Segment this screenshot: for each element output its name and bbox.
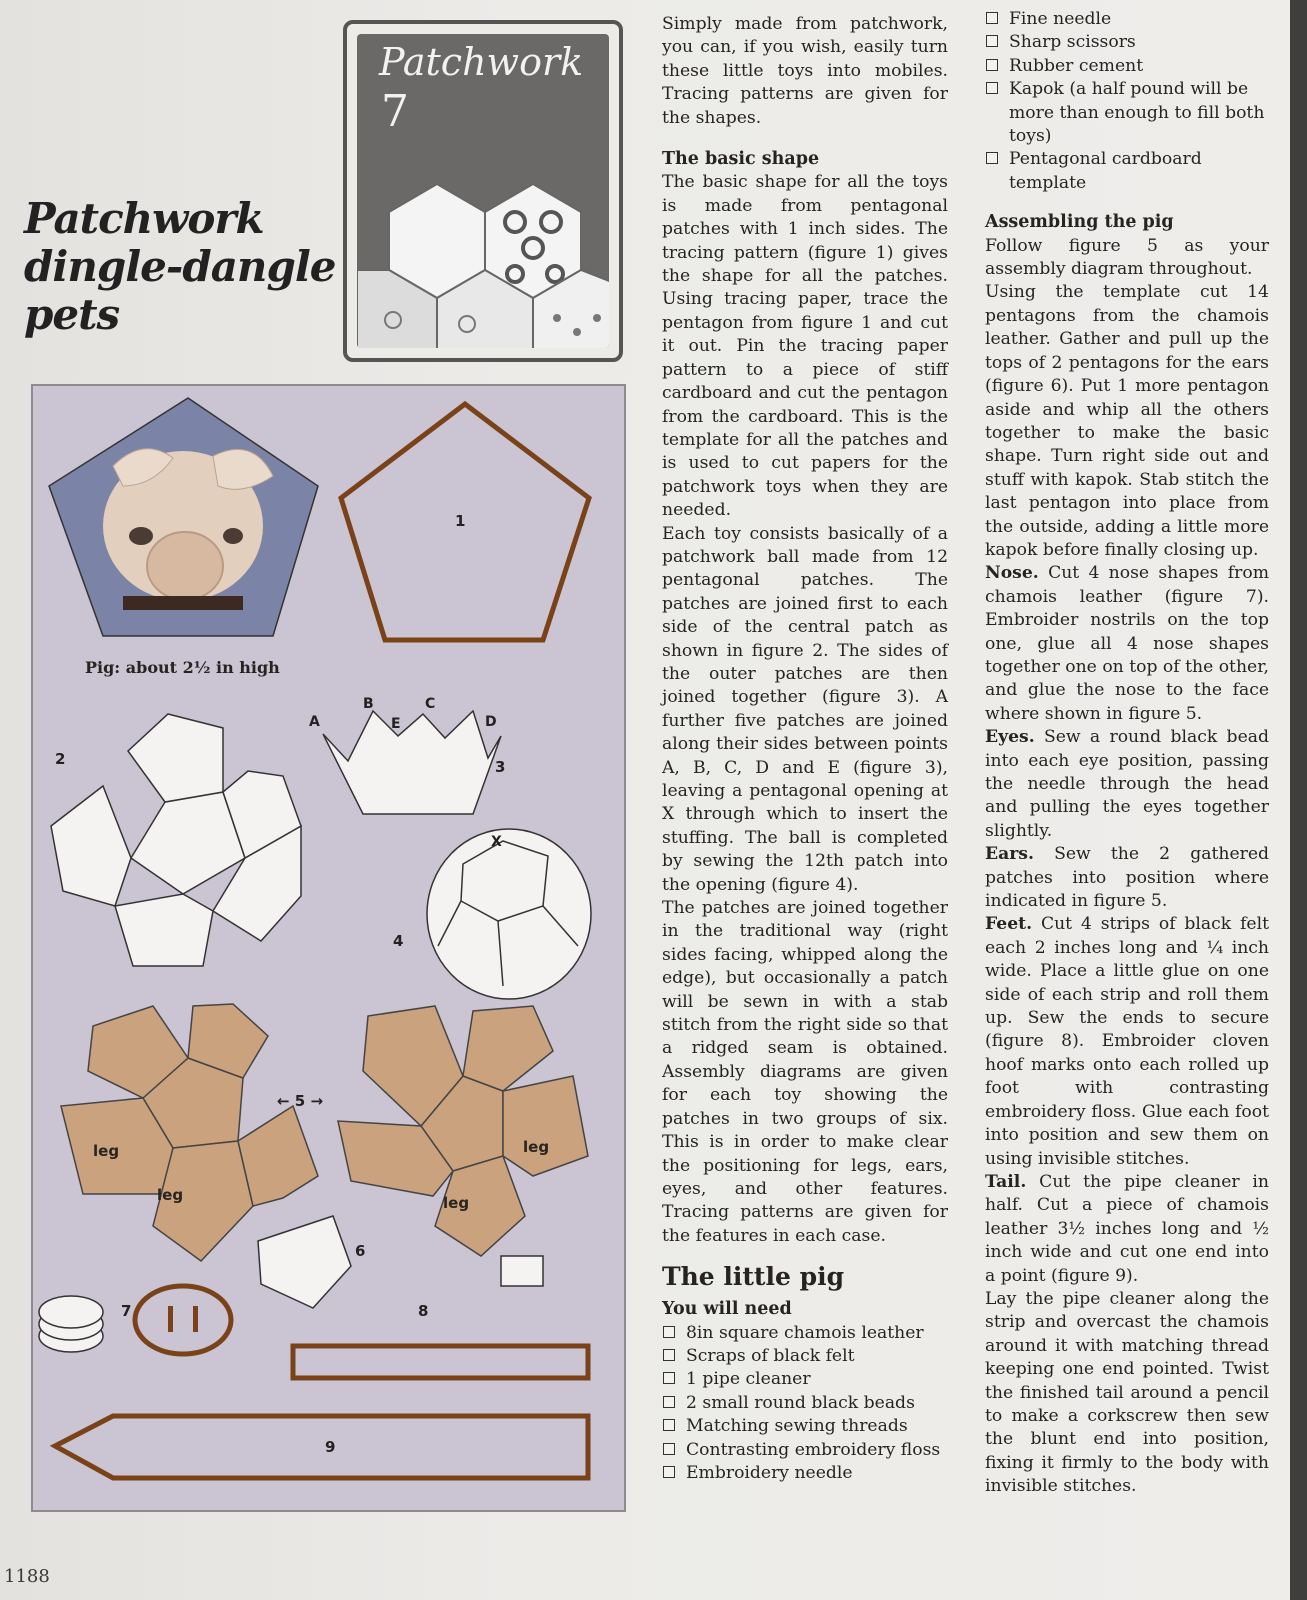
final-paragraph: Lay the pipe cleaner along the strip and overcast the chamois around it with matching thread keeping one end pointed. Twist the finished tail around a pencil to make a corkscrew then sew the blunt end into position, fixing it firmly to the body with invisible stitches. [985,1288,1269,1497]
figure-number-4: 4 [393,932,404,950]
heading-assembling: Assembling the pig [985,212,1174,233]
point-c: C [425,696,436,712]
title-line-3: pets [24,290,120,339]
heading-you-will-need: You will need [662,1299,792,1320]
checkbox[interactable] [986,12,998,24]
figure-number-9: 9 [325,1438,336,1456]
checkbox[interactable] [986,35,998,47]
needs-list-1 [662,1322,948,1486]
eyes-paragraph: Eyes. Sew a round black bead into each eye position, passing the needle through the head and pulling the eyes together slightly. [985,727,1269,841]
page-edge-shadow [1290,0,1307,1600]
patchwork-badge [343,20,623,362]
checkbox[interactable] [663,1419,675,1431]
figure-number-6: 6 [355,1242,366,1260]
text-column-1 [662,13,948,1485]
figure-5-right [338,1006,588,1256]
figure-4-ball [427,829,591,999]
figure-2-net [51,714,301,966]
tail-paragraph: Tail. Cut the pipe cleaner in half. Cut a piece of chamois leather 3½ inches long and ½ inch wide and cut one end into a point (figure 9). [985,1171,1270,1286]
checkbox[interactable] [663,1349,675,1361]
point-b: B [363,696,374,712]
checkbox[interactable] [986,59,998,71]
list-item: 8in square chamois leather [662,1322,948,1345]
heading-basic-shape: The basic shape [662,149,820,170]
figure-8-roll [501,1256,543,1286]
badge-title: Patchwork [379,40,584,84]
leg-label: leg [443,1194,470,1212]
checkbox[interactable] [663,1372,675,1384]
pattern-diagrams [33,386,628,1514]
nose-paragraph: Nose. Cut 4 nose shapes from chamois leather (figure 7). Embroider nostrils on the top one, glue all 4 nose shapes together one on top of the other, and glue the nose to the face where shown in figure 5. [985,563,1269,724]
assembling-paragraph-1: Follow figure 5 as your assembly diagram throughout. [985,235,1269,280]
list-item: Sharp scissors [985,31,1269,54]
checkbox[interactable] [663,1326,675,1338]
feet-paragraph: Feet. Cut 4 strips of black felt each 2 inches long and ¼ inch wide. Place a little glue on one side of each strip and roll them up. Sew the ends to secure (figure 8). Embroider cloven hoof marks onto each rolled up foot with contrasting embroidery floss. Glue each foot into position and sew them on using invisible stitches. [985,914,1270,1169]
list-item: Contrasting embroidery floss [662,1439,948,1462]
leg-label: leg [93,1142,120,1160]
list-item: 2 small round black beads [662,1392,948,1415]
basic-shape-paragraph-1: The basic shape for all the toys is made from pentagonal patches with 1 inch sides. The tracing pattern (figure 1) gives the shape for all the patches. Using tracing paper, trace the pentagon from figure 1 and cut it out. Pin the tracing paper pattern to a piece of stiff cardboard and cut the pentagon from the cardboard. This is the template for all the patches and is used to cut papers for the patchwork toys when they are needed. [662,172,948,521]
checkbox[interactable] [663,1396,675,1408]
photo-caption: Pig: about 2½ in high [85,658,280,677]
list-item: Rubber cement [985,55,1269,78]
title-line-2: dingle-dangle [24,242,336,291]
badge-panel [357,34,609,348]
point-e: E [391,716,401,732]
list-item: Scraps of black felt [662,1345,948,1368]
list-item: Pentagonal cardboard template [985,148,1269,195]
list-item: Kapok (a half pound will be more than enough to fill both toys) [985,78,1269,148]
heading-little-pig: The little pig [662,1262,845,1292]
intro-paragraph: Simply made from patchwork, you can, if you wish, easily turn these little toys into mobiles. Tracing patterns are given for the shapes. [662,14,948,128]
checkbox[interactable] [663,1443,675,1455]
page-number: 1188 [4,1566,50,1587]
checkbox[interactable] [986,82,998,94]
point-d: D [485,714,497,730]
title-line-1: Patchwork [24,194,264,243]
ears-paragraph: Ears. Sew the 2 gathered patches into position where indicated in figure 5. [985,844,1270,912]
list-item: Fine needle [985,8,1269,31]
figure-5-left [61,1004,318,1261]
basic-shape-paragraph-2: Each toy consists basically of a patchwork ball made from 12 pentagonal patches. The patches are joined first to each side of the central patch as shown in figure 2. The sides of the outer patches are then joined together (figure 3). A further five patches are joined along their sides between points A, B, C, D and E (figure 3), leaving a pentagonal opening at X through which to insert the stuffing. The ball is completed by sewing the 12th patch into the opening (figure 4). [662,523,948,895]
basic-shape-paragraph-3: The patches are joined together in the traditional way (right sides facing, whipped along the edge), but occasionally a patch will be sewn in with a stab stitch from the right side so that a ridged seam is obtained. Assembly diagrams are given for each toy showing the patches in two groups of six. This is in order to make clear the positioning for legs, ears, eyes, and other features. Tracing patterns are given for the features in each case. [662,898,948,1246]
checkbox[interactable] [663,1466,675,1478]
leg-label: leg [157,1186,184,1204]
list-item: Embroidery needle [662,1462,948,1485]
figure-number-7: 7 [121,1302,132,1320]
point-x: X [491,834,502,850]
needs-list-2 [985,8,1269,195]
figure-7-nose [39,1286,231,1354]
figure-9-tail [55,1416,588,1478]
list-item: 1 pipe cleaner [662,1368,948,1391]
figure-number-8: 8 [418,1302,429,1320]
figure-3-cup [323,711,501,814]
list-item: Matching sewing threads [662,1415,948,1438]
assembling-paragraph-2: Using the template cut 14 pentagons from the chamois leather. Gather and pull up the tops of 2 pentagons for the ears (figure 6). Put 1 more pentagon aside and whip all the others together to make the basic shape. Turn right side out and stuff with kapok. Stab stitch the last pentagon into place from the outside, adding a little more kapok before finally closing up. [985,282,1269,560]
figures-panel [31,384,626,1512]
figure-number-3: 3 [495,758,506,776]
badge-number: 7 [381,86,409,137]
figure-number-1: 1 [455,512,466,530]
figure-6-ear [258,1216,351,1308]
figure-number-2: 2 [55,750,66,768]
figure-8-strip [293,1346,588,1378]
figure-number-5: ← 5 → [277,1092,324,1110]
leg-label: leg [523,1138,550,1156]
text-column-2 [985,8,1269,1499]
checkbox[interactable] [986,152,998,164]
article-title [24,195,336,339]
point-a: A [309,714,320,730]
